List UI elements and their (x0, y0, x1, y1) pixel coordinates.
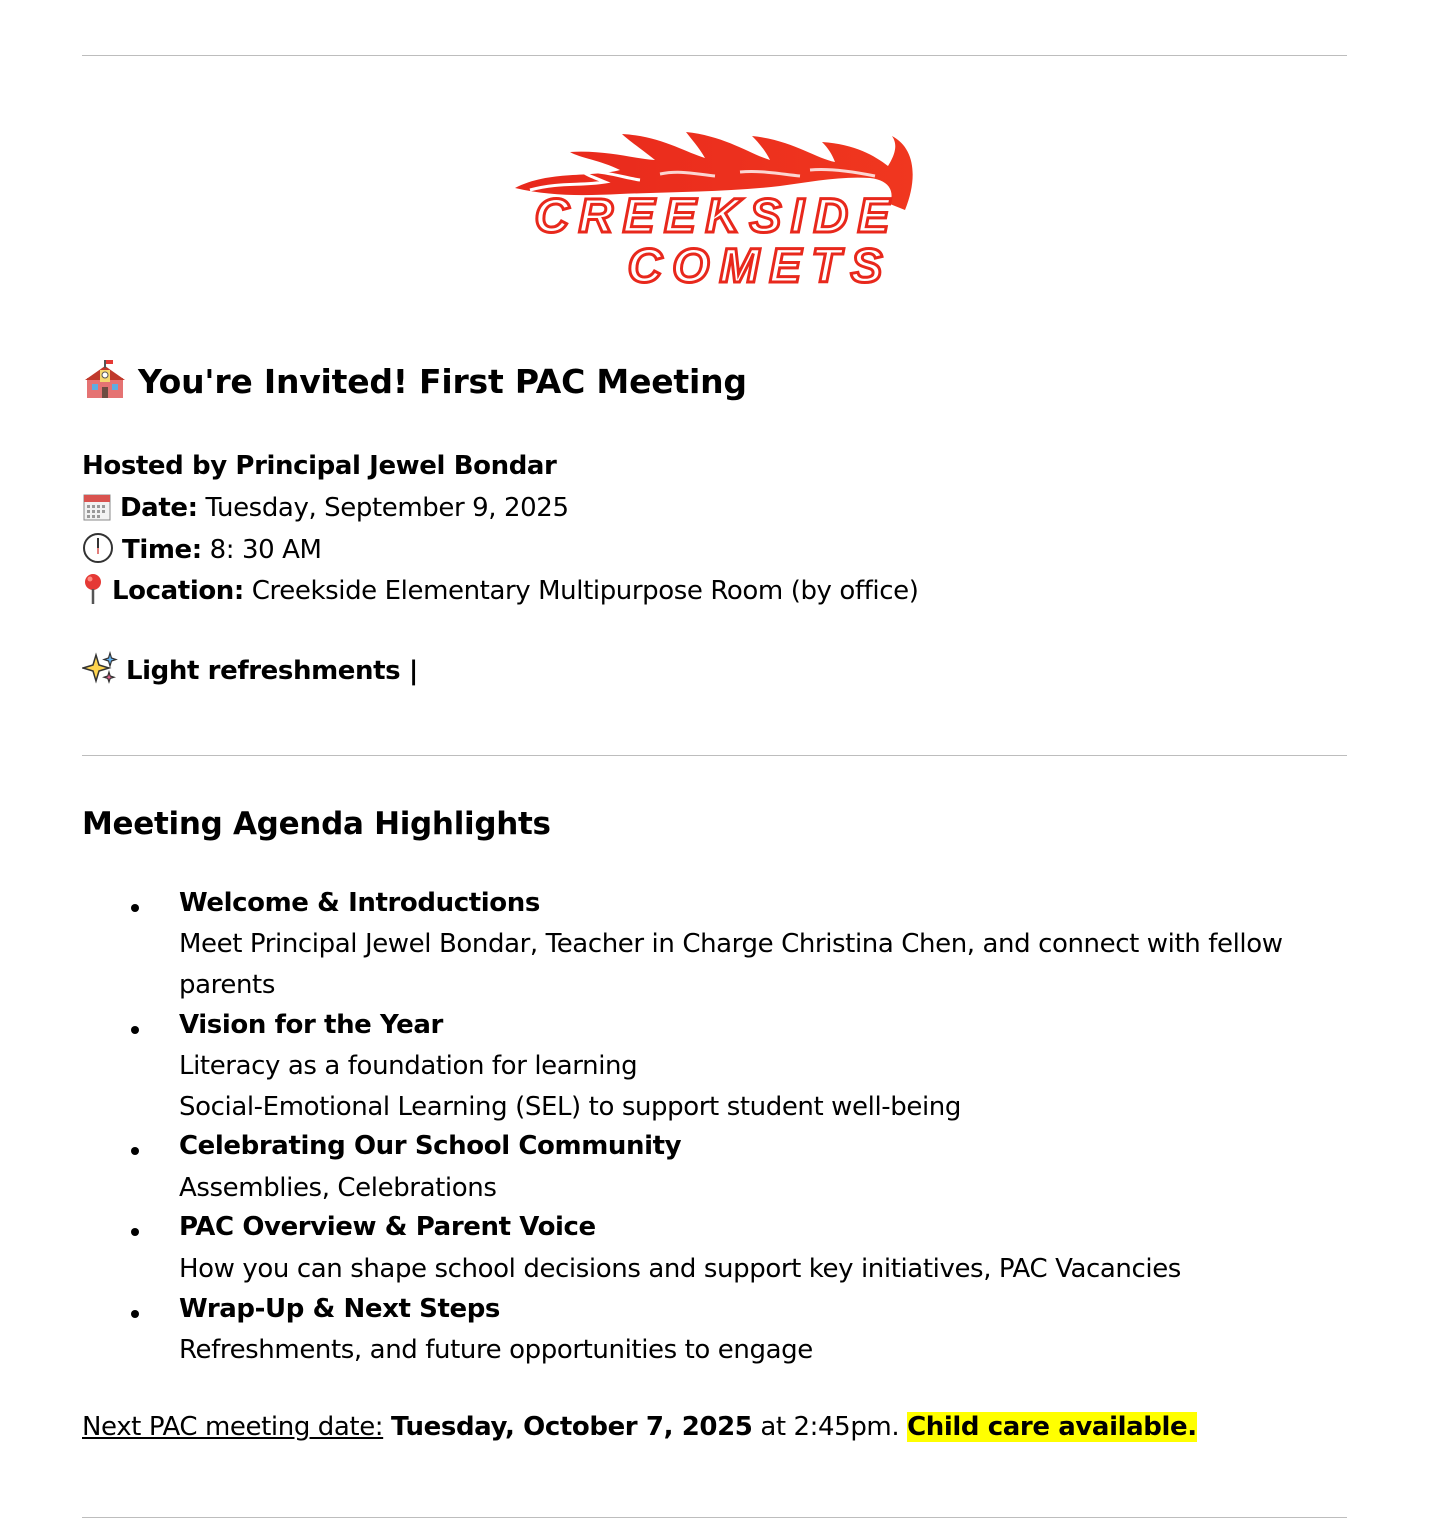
location-value: Creekside Elementary Multipurpose Room (by office) (251, 576, 919, 606)
agenda-item-text: Assemblies, Celebrations (179, 1173, 497, 1203)
clock-icon (82, 532, 114, 564)
agenda-heading: Meeting Agenda Highlights (82, 806, 551, 842)
next-meeting-date: Tuesday, October 7, 2025 (391, 1412, 753, 1442)
location-line (82, 573, 918, 606)
bullet-icon (131, 1310, 139, 1318)
bullet-icon (131, 1147, 139, 1155)
middle-divider (82, 755, 1347, 756)
invite-title-text: You're Invited! First PAC Meeting (138, 362, 747, 401)
sparkles-icon (82, 651, 118, 685)
agenda-item-title: Vision for the Year (179, 1010, 443, 1040)
top-divider (82, 55, 1347, 56)
agenda-item-text: Meet Principal Jewel Bondar, Teacher in Charge Christina Chen, and connect with fellow (179, 929, 1283, 959)
agenda-item-text: How you can shape school decisions and support key initiatives, PAC Vacancies (179, 1254, 1181, 1284)
agenda-item-text: Social-Emotional Learning (SEL) to support student well-being (179, 1092, 961, 1122)
date-value: Tuesday, September 9, 2025 (205, 493, 569, 523)
school-icon (84, 360, 126, 400)
bullet-icon (131, 904, 139, 912)
time-line (82, 532, 322, 565)
time-value: 8: 30 AM (209, 535, 322, 565)
logo-line-2: COMETS (627, 240, 883, 290)
hosted-by: Hosted by Principal Jewel Bondar (82, 451, 557, 481)
agenda-item-title: PAC Overview & Parent Voice (179, 1212, 596, 1242)
agenda-item-text: Literacy as a foundation for learning (179, 1051, 638, 1081)
date-line (82, 492, 569, 523)
pin-icon (82, 573, 104, 605)
bullet-icon (131, 1026, 139, 1034)
next-meeting-line (82, 1412, 1197, 1442)
agenda-item-title: Wrap-Up & Next Steps (179, 1294, 501, 1324)
agenda-item-title: Celebrating Our School Community (179, 1131, 682, 1161)
agenda-item-text: Refreshments, and future opportunities to engage (179, 1335, 813, 1365)
time-label: Time: (122, 535, 202, 565)
invite-title (84, 360, 747, 401)
bullet-icon (131, 1228, 139, 1236)
date-label: Date: (120, 493, 198, 523)
location-label: Location: (112, 576, 244, 606)
refreshments-line (82, 651, 418, 686)
next-meeting-time: at 2:45pm. (760, 1412, 900, 1442)
refreshments-text: Light refreshments | (126, 656, 418, 686)
next-meeting-label: Next PAC meeting date: (82, 1412, 384, 1442)
calendar-icon (82, 492, 112, 522)
creekside-comets-logo (510, 130, 915, 290)
agenda-item-title: Welcome & Introductions (179, 888, 540, 918)
childcare-badge: Child care available. (907, 1412, 1197, 1442)
bottom-divider (82, 1517, 1347, 1518)
agenda-item-text: parents (179, 970, 275, 1000)
logo-line-1: CREEKSIDE (534, 190, 890, 243)
